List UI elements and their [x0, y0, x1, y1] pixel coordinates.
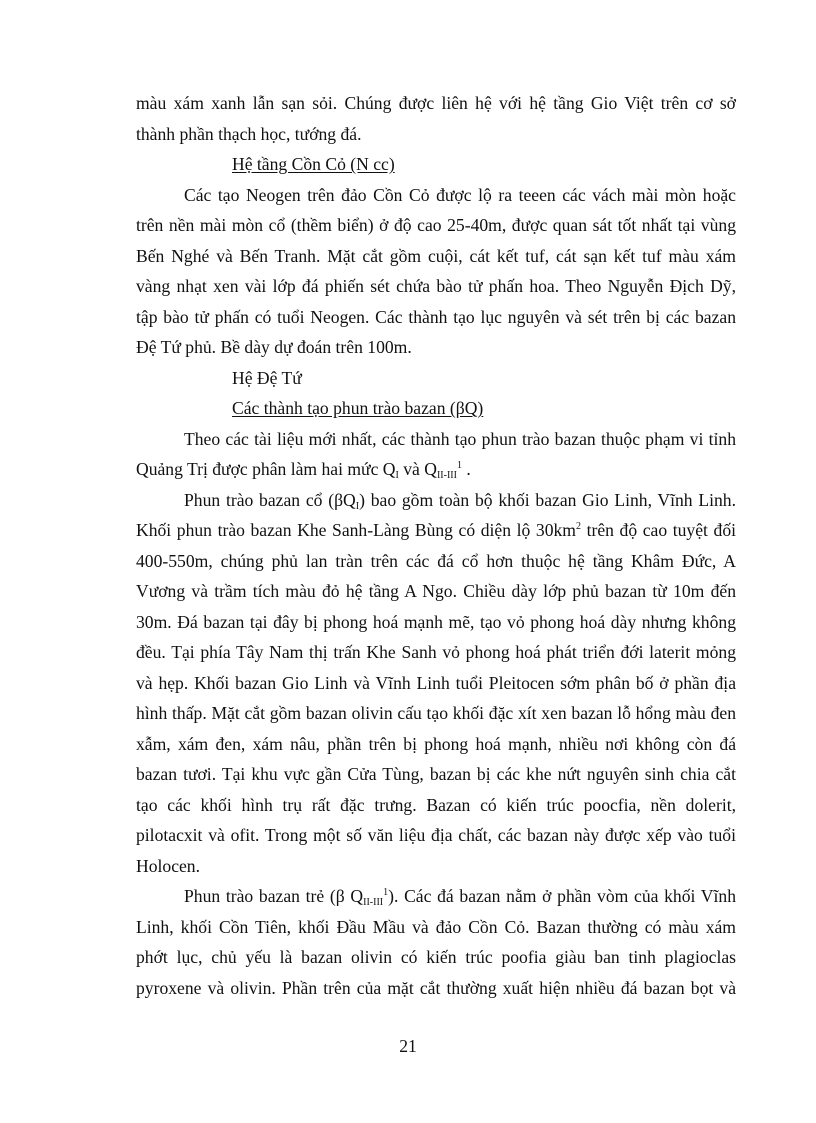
text-line: đều. Tại phía Tây Nam thị trấn Khe Sanh vỏ phong hoá phát triển đới laterit mỏng: [136, 642, 736, 662]
text-segment: ). Các đá bazan nằm ở phần vòm của khối Vĩnh: [388, 886, 736, 906]
text-segment: Phun trào bazan trẻ (β Q: [184, 886, 364, 906]
text-line: Các tạo Neogen trên đảo Cồn Cỏ được lộ ra teeen các vách mài mòn hoặc: [184, 184, 736, 205]
text-line: bazan tươi. Tại khu vực gần Cửa Tùng, bazan bị các khe nứt nguyên sinh chia cắt: [136, 764, 736, 784]
text-line: Vương và trầm tích màu đỏ hệ tầng A Ngo. Chiều dày lớp phủ bazan từ 10m đến: [136, 581, 736, 601]
text-line: trên nền mài mòn cổ (thềm biển) ở độ cao 25-40m, được quan sát tốt nhất tại vùng: [136, 215, 736, 235]
text-segment: .: [461, 459, 471, 479]
subscript: II-III: [363, 897, 384, 908]
text-line: Holocen.: [136, 855, 201, 876]
superscript: 1: [383, 887, 389, 898]
text-line: và hẹp. Khối bazan Gio Linh và Vĩnh Linh tuổi Pleitocen sớm phân bố ở phần địa: [136, 672, 736, 693]
text-line: vàng nhạt xen vài lớp đá phiến sét chứa bào tử phấn hoa. Theo Nguyễn Địch Dỹ,: [136, 276, 736, 296]
text-line: thành phần thạch học, tướng đá.: [136, 123, 362, 144]
text-line: [136, 485, 736, 516]
subscript: II-III: [436, 470, 457, 481]
text-segment: ) bao gồm toàn bộ khối bazan Gio Linh, Vĩnh Linh.: [359, 489, 736, 510]
text-line: Đệ Tứ phủ. Bề dày dự đoán trên 100m.: [136, 337, 412, 357]
text-line: pilotacxit và ofit. Trong một số văn liệu địa chất, các bazan này được xếp vào tuổi: [136, 825, 736, 845]
section-heading: Hệ Đệ Tứ: [232, 367, 302, 388]
text-line: hình thấp. Mặt cắt gồm bazan olivin cấu tạo khối đặc xít xen bazan lỗ hổng màu đen: [136, 703, 736, 723]
heading-text: Hệ tầng Cồn Cỏ (N cc): [232, 154, 395, 174]
page-number: 21: [399, 1036, 417, 1056]
text-segment: và Q: [398, 459, 437, 479]
superscript: 2: [576, 521, 581, 532]
text-line: tập bào tử phấn có tuổi Neogen. Các thành tạo lục nguyên và sét trên bị các bazan: [136, 306, 736, 327]
text-line: Bến Nghé và Bến Tranh. Mặt cắt gồm cuội, cát kết tuf, cát sạn kết tuf màu xám: [136, 245, 736, 266]
text-line: tạo các khối hình trụ rất đặc trưng. Bazan có kiến trúc poocfia, nền dolerit,: [136, 794, 736, 815]
heading-text: Các thành tạo phun trào bazan (βQ): [232, 398, 484, 418]
text-segment: Quảng Trị được phân làm hai mức Q: [136, 459, 396, 479]
text-line: Linh, khối Cồn Tiên, khối Đầu Mầu và đảo Cồn Cỏ. Bazan thường có màu xám: [136, 916, 736, 937]
subscript: I: [355, 500, 360, 512]
text-line: 400-550m, chúng phủ lan tràn trên các đá cổ hơn thuộc hệ tầng Khâm Đức, A: [136, 550, 736, 571]
text-line: [136, 881, 736, 912]
text-line: xẫm, xám đen, xám nâu, phần trên bị phong hoá mạnh, nhiều nơi không còn đá: [136, 733, 736, 754]
text-line: [136, 454, 736, 485]
text-segment: Khối phun trào bazan Khe Sanh-Làng Bùng có diện lộ 30km: [136, 520, 576, 540]
subscript: I: [395, 470, 399, 481]
text-line: màu xám xanh lẫn sạn sỏi. Chúng được liên hệ với hệ tầng Gio Việt trên cơ sở: [136, 93, 736, 113]
subsection-heading: [136, 393, 736, 424]
text-line: pyroxene và olivin. Phần trên của mặt cắt thường xuất hiện nhiều đá bazan bọt và: [136, 977, 736, 998]
text-line: [136, 515, 736, 546]
document-page: [136, 88, 736, 1003]
text-line: phớt lục, chủ yếu là bazan olivin có kiến trúc poofia giàu ban tinh plagioclas: [136, 947, 736, 967]
superscript: 1: [456, 460, 462, 471]
section-heading: [136, 149, 736, 180]
text-segment: trên độ cao tuyệt đối: [581, 520, 736, 540]
text-segment: Phun trào bazan cổ (βQ: [184, 489, 356, 510]
text-line: 30m. Đá bazan tại đây bị phong hoá mạnh mẽ, tạo vỏ phong hoá dày nhưng không: [136, 611, 736, 632]
text-line: Theo các tài liệu mới nhất, các thành tạo phun trào bazan thuộc phạm vi tỉnh: [184, 428, 736, 449]
